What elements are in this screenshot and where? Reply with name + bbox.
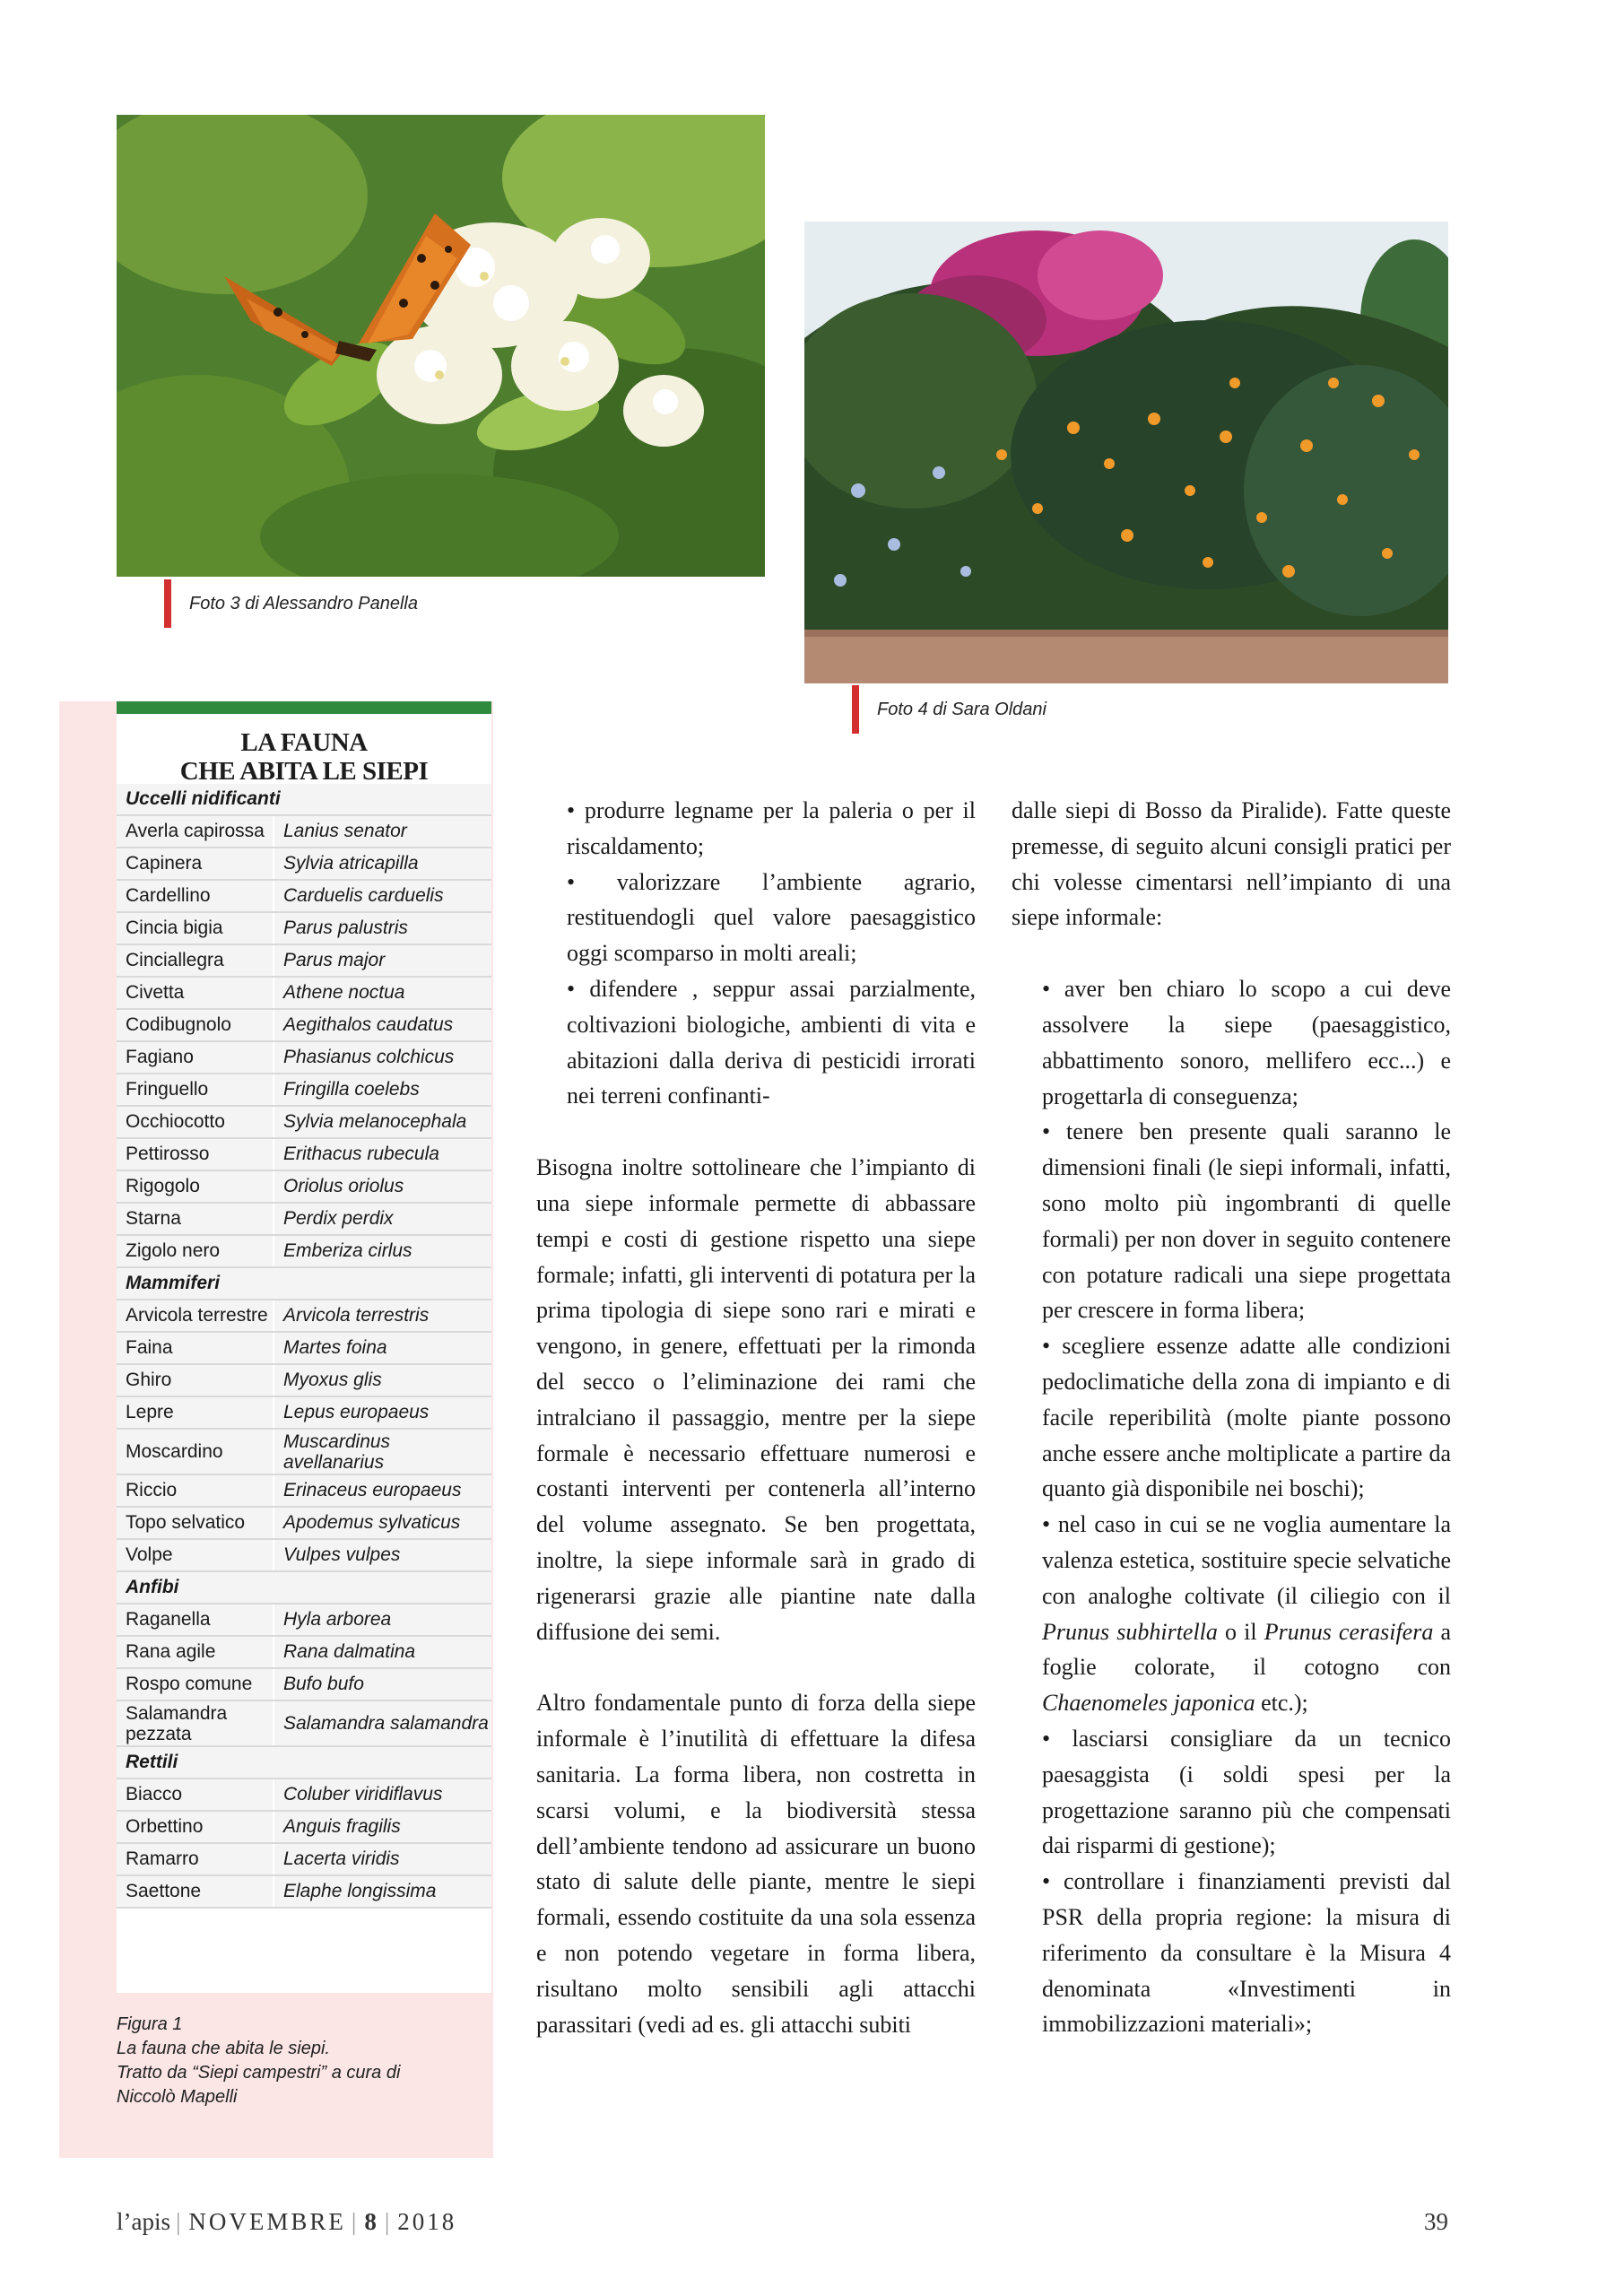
table-top-bar [117, 701, 491, 714]
table-row: Arvicola terrestre Arvicola terrestris [117, 1300, 491, 1333]
table-row: Biacco Coluber viridiflavus [117, 1779, 491, 1812]
bullet-item: • tenere ben presente quali saranno le dimensioni finali (le siepi informali, infatti, sono molto più ingombranti di quelle formali) per non dover in seguito contenere con potature radicali una siepe progettata per crescere in forma libera; [1042, 1118, 1451, 1324]
photo-butterfly [117, 115, 765, 577]
table-row: Starna Perdix perdix [117, 1204, 491, 1236]
caption-accent-bar [164, 579, 171, 628]
paragraph: Bisogna inoltre sottolineare che l’impianto di una siepe informale permette di abbassare tempi e costi di gestione rispetto una siepe formale; infatti, gli interventi di potatura per la prima tipologia di siepe sono rari e mirati e vengono, in genere, effettuati per la rimonda del secco o l’eliminazione dei rami che intralciano il passaggio, mentre per la siepe formale è necessario effettuare numerosi e costanti interventi per contenerla all’interno del volume assegnato. Se ben progettata, inoltre, la siepe informale sarà in grado di rigenerarsi grazie alle piantine nate dalla diffusione dei semi. [536, 1154, 976, 1645]
table-row: Ghiro Myoxus glis [117, 1365, 491, 1397]
table-title-line: LA FAUNA [240, 728, 368, 757]
photo-hedge [804, 222, 1448, 683]
species-name: Prunus subhirtella [1042, 1618, 1218, 1645]
magazine-name: l’apis [117, 2208, 170, 2235]
table-row: Raganella Hyla arborea [117, 1605, 491, 1637]
table-row: Rana agile Rana dalmatina [117, 1637, 491, 1669]
table-title-line: CHE ABITA LE SIEPI [179, 757, 429, 786]
fauna-table [117, 701, 491, 1993]
paragraph: Altro fondamentale punto di forza della siepe informale è l’inutilità di effettuare la difesa sanitaria. La forma libera, non costretta in scarsi volumi, e la biodiversità stessa dell’ambiente tendono ad assicurare un buono stato di salute delle piante, mentre le siepi formali, essendo costituite da una sola essenza e non potendo vegetare in forma libera, risultano molto sensibili agli attacchi parassitari (vedi ad es. gli attacchi subiti [536, 1690, 976, 2038]
bullet-item: • produrre legname per la paleria o per il riscaldamento; [567, 797, 976, 859]
table-row: Occhiocotto Sylvia melanocephala [117, 1107, 491, 1139]
page-footer [117, 2208, 1448, 2244]
figure-caption-label: Figura 1 [117, 2014, 183, 2034]
figure-caption-text: La fauna che abita le siepi. [117, 2039, 330, 2058]
table-row: Cardellino Carduelis carduelis [117, 881, 491, 913]
table-row: Lepre Lepus europaeus [117, 1397, 491, 1430]
table-row: Topo selvatico Apodemus sylvaticus [117, 1508, 491, 1540]
figure-caption [117, 2013, 475, 2109]
bullet-item: • lasciarsi consigliare da un tecnico paesaggista (i soldi spesi per la progettazione saranno più che compensati dai risparmi di gestione); [1042, 1725, 1451, 1859]
issue-month: NOVEMBRE [188, 2208, 346, 2235]
paragraph: dalle siepi di Bosso da Piralide). Fatte queste premesse, di seguito alcuni consigli pratici per chi volesse cimentarsi nell’impianto di una siepe informale: [1012, 797, 1451, 931]
issue-number: 8 [364, 2208, 379, 2235]
table-row: Orbettino Anguis fragilis [117, 1812, 491, 1844]
table-row: Averla capirossa Lanius senator [117, 816, 491, 848]
table-row: Rigogolo Oriolus oriolus [117, 1171, 491, 1204]
table-row: Capinera Sylvia atricapilla [117, 848, 491, 881]
photo3-caption-text: Foto 3 di Alessandro Panella [189, 594, 418, 613]
table-row: Pettirosso Erithacus rubecula [117, 1139, 491, 1171]
table-row: Moscardino Muscardinus avellanarius [117, 1430, 491, 1475]
table-row: Fagiano Phasianus colchicus [117, 1042, 491, 1074]
table-group-heading: Uccelli nidificanti [117, 784, 491, 816]
flowering-hedge-photo [804, 222, 1448, 683]
table-group-heading: Anfibi [117, 1572, 491, 1605]
bullet-item: • nel caso in cui se ne voglia aumentare la valenza estetica, sostituire specie selvatiche con analoghe coltivate (il ciliegio con il Prunus subhirtella o il Prunus cerasifera a foglie colorate, il cotogno con Chaenomeles japonica etc.); [1042, 1511, 1451, 1717]
photo3-caption [164, 579, 418, 628]
table-row: Codibugnolo Aegithalos caudatus [117, 1010, 491, 1042]
photo4-caption-text: Foto 4 di Sara Oldani [877, 700, 1046, 719]
table-row: Salamandra pezzata Salamandra salamandra [117, 1701, 491, 1747]
table-row: Faina Martes foina [117, 1333, 491, 1365]
table-row: Ramarro Lacerta viridis [117, 1844, 491, 1876]
table-row: Cinciallegra Parus major [117, 945, 491, 978]
table-row: Rospo comune Bufo bufo [117, 1669, 491, 1701]
table-row: Volpe Vulpes vulpes [117, 1540, 491, 1572]
body-column-middle [536, 793, 976, 2042]
table-row: Zigolo nero Emberiza cirlus [117, 1236, 491, 1268]
species-name: Prunus cerasifera [1264, 1618, 1434, 1645]
figure-caption-text: Tratto da “Siepi campestri” a cura di [117, 2063, 401, 2083]
table-row: Cincia bigia Parus palustris [117, 913, 491, 945]
body-column-right [1012, 793, 1451, 2042]
page-number: 39 [1424, 2208, 1448, 2235]
bullet-item: • aver ben chiaro lo scopo a cui deve assolvere la siepe (paesaggistico, abbattimento sonoro, mellifero ecc...) e progettarla di conseguenza; [1042, 976, 1451, 1109]
bullet-item: • controllare i finanziamenti previsti dal PSR della propria regione: la misura di riferimento da consultare è la Misura 4 denominata «Investimenti in immobilizzazioni materiali»; [1042, 1868, 1451, 2038]
table-row: Fringuello Fringilla coelebs [117, 1074, 491, 1107]
bullet-item: • difendere , seppur assai parzialmente, coltivazioni biologiche, ambienti di vita e abitazioni dalla deriva di pesticidi irrorati nei terreni confinanti- [567, 975, 976, 1109]
photo4-caption [852, 685, 1046, 734]
table-title [117, 714, 491, 784]
issue-year: 2018 [397, 2208, 457, 2235]
table-row: Riccio Erinaceus europaeus [117, 1475, 491, 1508]
table-row: Saettone Elaphe longissima [117, 1876, 491, 1909]
figure-caption-text: Niccolò Mapelli [117, 2087, 238, 2107]
bullet-item: • scegliere essenze adatte alle condizioni pedoclimatiche della zona di impianto e di facile reperibilità (molte piante possono anche essere anche moltiplicate a partire da quanto già disponibile nei boschi); [1042, 1333, 1451, 1502]
footer-masthead: l’apis | NOVEMBRE | 8 | 2018 [117, 2208, 457, 2235]
caption-accent-bar [852, 685, 859, 734]
bullet-item: • valorizzare l’ambiente agrario, restituendogli quel valore paesaggistico oggi scomparso in molti areali; [567, 868, 976, 967]
butterfly-on-flowers-photo [117, 115, 765, 577]
species-name: Chaenomeles japonica [1042, 1690, 1255, 1717]
table-row: Civetta Athene noctua [117, 978, 491, 1010]
table-group-heading: Rettili [117, 1747, 491, 1779]
table-group-heading: Mammiferi [117, 1268, 491, 1300]
